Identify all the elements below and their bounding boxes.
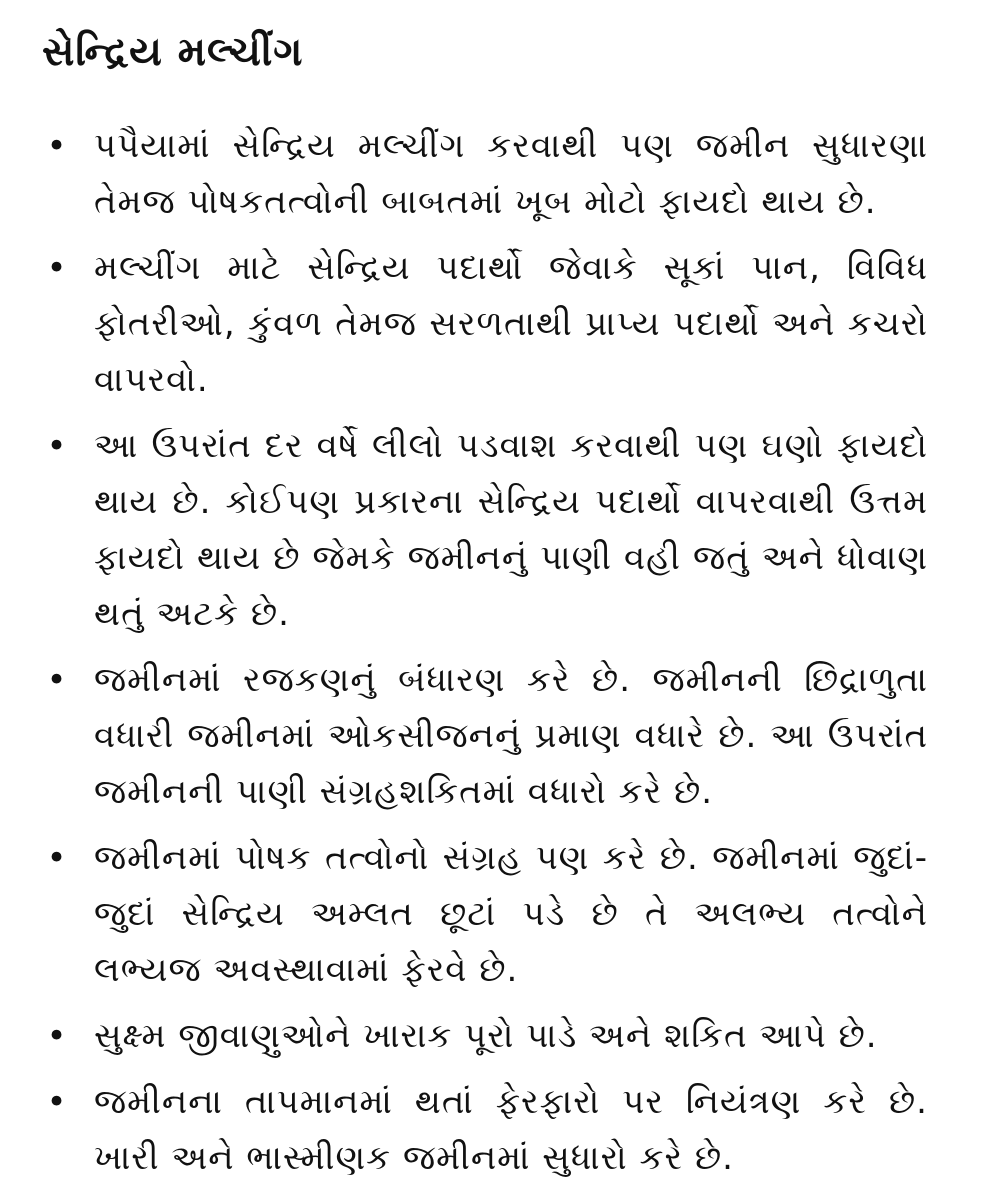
bullet-icon: •: [46, 126, 68, 166]
list-item: [42, 118, 928, 230]
list-item: [42, 1074, 928, 1186]
list-item-text: મલ્ચીંગ માટે સેન્દ્રિય પદાર્થો જેવાકે સૂકાં પાન, વિવિધ ફોતરીઓ, કુંવળ તેમજ સરળતાથી પ્રાપ્ય પદાર્થો અને કચરો વાપરવો.: [94, 248, 928, 400]
list-item: [42, 1008, 928, 1064]
list-item-text: જમીનમાં રજકણનું બંધારણ કરે છે. જમીનની છિદ્રાળુતા વધારી જમીનમાં ઓકસીજનનું પ્રમાણ વધારે છે. આ ઉપરાંત જમીનની પાણી સંગ્રહશકિતમાં વધારો કરે છે.: [94, 660, 928, 812]
list-item: [42, 418, 928, 642]
list-item-text: સુક્ષ્મ જીવાણુઓને ખારાક પૂરો પાડે અને શકિત આપે છે.: [94, 1016, 878, 1056]
list-item: [42, 240, 928, 408]
bullet-icon: •: [46, 426, 68, 466]
bullet-icon: •: [46, 1016, 68, 1056]
list-item: [42, 652, 928, 820]
bullet-icon: •: [46, 248, 68, 288]
bullet-list: [42, 118, 928, 1186]
page-title: સેન્દ્રિય મલ્ચીંગ: [42, 29, 304, 75]
list-item-text: જમીનમાં પોષક તત્વોનો સંગ્રહ પણ કરે છે. જમીનમાં જુદાં-જુદાં સેન્દ્રિય અમ્લત છૂટાં પડે છે તે અલભ્ય તત્વોને લભ્યજ અવસ્થાવામાં ફેરવે છે.: [94, 838, 928, 990]
bullet-icon: •: [46, 660, 68, 700]
list-item-text: જમીનના તાપમાનમાં થતાં ફેરફારો પર નિયંત્રણ કરે છે. ખારી અને ભાસ્મીણક જમીનમાં સુધારો કરે છે.: [94, 1082, 928, 1178]
list-item-text: પપૈયામાં સેન્દ્રિય મલ્ચીંગ કરવાથી પણ જમીન સુધારણા તેમજ પોષકતત્વોની બાબતમાં ખૂબ મોટો ફાયદો થાય છે.: [94, 126, 928, 222]
bullet-icon: •: [46, 1082, 68, 1122]
list-item: [42, 830, 928, 998]
bullet-icon: •: [46, 838, 68, 878]
list-item-text: આ ઉપરાંત દર વર્ષે લીલો પડવાશ કરવાથી પણ ઘણો ફાયદો થાય છે. કોઈપણ પ્રકારના સેન્દ્રિય પદાર્થો વાપરવાથી ઉત્તમ ફાયદો થાય છે જેમકે જમીનનું પાણી વહી જતું અને ધોવાણ થતું અટકે છે.: [94, 426, 928, 634]
